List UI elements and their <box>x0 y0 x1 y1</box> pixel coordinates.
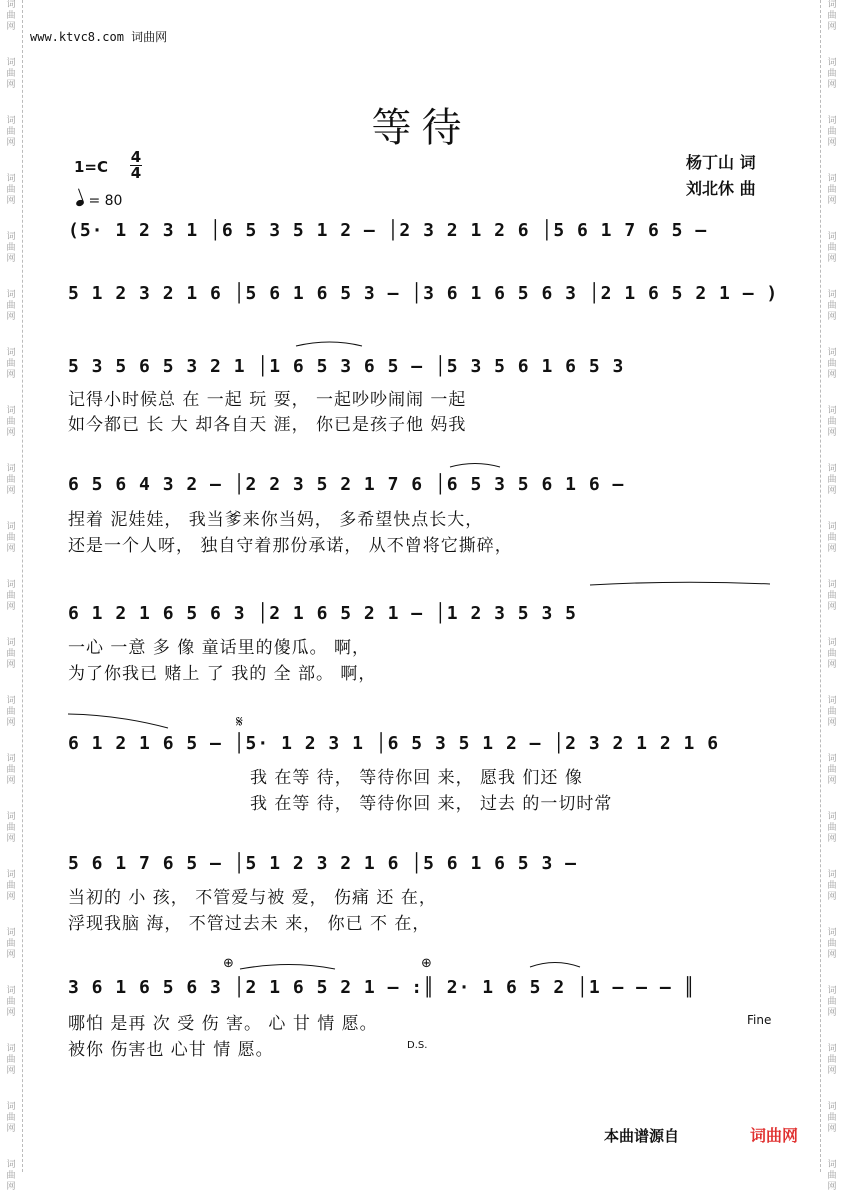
segno-mark: 𝄋 <box>236 712 243 731</box>
score-row-7: 5 6 1 7 6 5 – │5 1 2 3 2 1 6 │5 6 1 6 5 3 – <box>68 853 577 874</box>
tempo <box>76 193 122 209</box>
slur-arc <box>450 464 500 468</box>
watermark-text: 词曲网 <box>6 638 16 670</box>
score-row-3: 5 3 5 6 5 3 2 1 │1 6 5 3 6 5 – │5 3 5 6 1 6 5 3 <box>68 356 625 377</box>
lyric-row-7-verse-2: 浮现我脑 海， 不管过去未 来， 你已 不 在， <box>68 914 431 934</box>
watermark-text: 词曲网 <box>6 754 16 786</box>
source-label: 本曲谱源自 <box>604 1127 680 1145</box>
time-signature <box>130 150 142 181</box>
watermark-text: 词曲网 <box>6 116 16 148</box>
fine-mark: Fine <box>747 1013 772 1027</box>
watermark-text: 词曲网 <box>6 1044 16 1076</box>
watermark-text: 词曲网 <box>6 870 16 902</box>
left-watermark-column <box>0 0 23 1192</box>
watermark-text: 词曲网 <box>827 1044 837 1076</box>
ds-mark: D.S. <box>407 1040 428 1051</box>
watermark-text: 词曲网 <box>827 406 837 438</box>
watermark-text: 词曲网 <box>827 174 837 206</box>
score-row-2: 5 1 2 3 2 1 6 │5 6 1 6 5 3 – │3 6 1 6 5 6 3 │2 1 6 5 2 1 – ) <box>68 283 779 304</box>
watermark-text: 词曲网 <box>827 1160 837 1192</box>
lyric-row-4-verse-1: 捏着 泥娃娃， 我当爹来你当妈， 多希望快点长大， <box>68 510 484 530</box>
watermark-text: 词曲网 <box>6 986 16 1018</box>
composer: 刘北休 曲 <box>686 179 756 198</box>
quarter-note-icon <box>75 199 85 207</box>
lyric-row-8-verse-2: 被你 伤害也 心甘 情 愿。 <box>68 1040 274 1060</box>
tempo-value: = 80 <box>88 193 123 209</box>
lyric-row-3-verse-2: 如今都已 长 大 却各自天 涯， 你已是孩子他 妈我 <box>68 415 467 435</box>
watermark-text: 词曲网 <box>6 0 16 32</box>
watermark-text: 词曲网 <box>827 58 837 90</box>
lyric-row-4-verse-2: 还是一个人呀， 独自守着那份承诺， 从不曾将它撕碎， <box>68 536 513 556</box>
watermark-text: 词曲网 <box>827 116 837 148</box>
coda-mark-1: ⊕ <box>223 956 234 971</box>
watermark-text: 词曲网 <box>827 986 837 1018</box>
lyric-row-6-verse-2: 我 在等 待， 等待你回 来， 过去 的一切时常 <box>250 794 613 814</box>
site-header[interactable]: www.ktvc8.com 词曲网 <box>30 30 168 44</box>
lyric-row-5-verse-1: 一心 一意 多 像 童话里的傻瓜。 啊， <box>68 638 371 658</box>
song-title: 等待 <box>371 105 472 151</box>
watermark-text: 词曲网 <box>827 580 837 612</box>
watermark-text: 词曲网 <box>6 1160 16 1192</box>
watermark-text: 词曲网 <box>6 580 16 612</box>
slur-arc <box>68 714 168 728</box>
watermark-text: 词曲网 <box>827 232 837 264</box>
watermark-text: 词曲网 <box>6 406 16 438</box>
watermark-text: 词曲网 <box>827 1102 837 1134</box>
watermark-text: 词曲网 <box>827 870 837 902</box>
source-name-link[interactable]: 词曲网 <box>750 1126 799 1145</box>
watermark-text: 词曲网 <box>827 638 837 670</box>
lyric-row-3-verse-1: 记得小时候总 在 一起 玩 耍， 一起吵吵闹闹 一起 <box>68 390 467 410</box>
watermark-text: 词曲网 <box>827 812 837 844</box>
watermark-text: 词曲网 <box>827 0 837 32</box>
watermark-text: 词曲网 <box>6 928 16 960</box>
slur-arc <box>530 963 580 968</box>
coda-mark-2: ⊕ <box>421 956 432 971</box>
time-sig-top: 4 <box>130 148 142 166</box>
watermark-text: 词曲网 <box>6 232 16 264</box>
watermark-text: 词曲网 <box>6 696 16 728</box>
watermark-text: 词曲网 <box>827 696 837 728</box>
watermark-text: 词曲网 <box>6 290 16 322</box>
lyric-row-8-verse-1: 哪怕 是再 次 受 伤 害。 心 甘 情 愿。 <box>68 1014 378 1034</box>
watermark-text: 词曲网 <box>6 522 16 554</box>
watermark-text: 词曲网 <box>6 174 16 206</box>
lyric-row-5-verse-2: 为了你我已 赌上 了 我的 全 部。 啊， <box>68 664 377 684</box>
right-watermark-column <box>820 0 843 1192</box>
watermark-text: 词曲网 <box>6 464 16 496</box>
score-row-5: 6 1 2 1 6 5 6 3 │2 1 6 5 2 1 – │1 2 3 5 3 5 <box>68 603 577 624</box>
lyric-row-6-verse-1: 我 在等 待， 等待你回 来， 愿我 们还 像 <box>250 768 583 788</box>
watermark-text: 词曲网 <box>827 348 837 380</box>
score-row-1: (5· 1 2 3 1 │6 5 3 5 1 2 – │2 3 2 1 2 6 │5 6 1 7 6 5 – <box>68 220 708 241</box>
time-sig-bottom: 4 <box>130 164 142 182</box>
watermark-text: 词曲网 <box>827 522 837 554</box>
watermark-text: 词曲网 <box>6 812 16 844</box>
watermark-text: 词曲网 <box>827 290 837 322</box>
watermark-text: 词曲网 <box>6 58 16 90</box>
watermark-text: 词曲网 <box>827 754 837 786</box>
score-row-8: 3 6 1 6 5 6 3 │2 1 6 5 2 1 – :║ 2· 1 6 5 2 │1 – – – ║ <box>68 977 696 998</box>
score-row-4: 6 5 6 4 3 2 – │2 2 3 5 2 1 7 6 │6 5 3 5 6 1 6 – <box>68 474 625 495</box>
watermark-text: 词曲网 <box>6 348 16 380</box>
watermark-text: 词曲网 <box>6 1102 16 1134</box>
watermark-text: 词曲网 <box>827 928 837 960</box>
watermark-text: 词曲网 <box>827 464 837 496</box>
lyricist: 杨丁山 词 <box>686 153 756 172</box>
credits <box>686 150 756 202</box>
slur-arc <box>296 342 362 346</box>
slur-arc <box>240 965 335 970</box>
lyric-row-7-verse-1: 当初的 小 孩， 不管爱与被 爱， 伤痛 还 在， <box>68 888 437 908</box>
score-row-6: 6 1 2 1 6 5 – │5· 1 2 3 1 │6 5 3 5 1 2 – │2 3 2 1 2 1 6 <box>68 733 720 754</box>
slur-arc <box>590 582 770 585</box>
key-signature: 1=C <box>74 158 109 176</box>
